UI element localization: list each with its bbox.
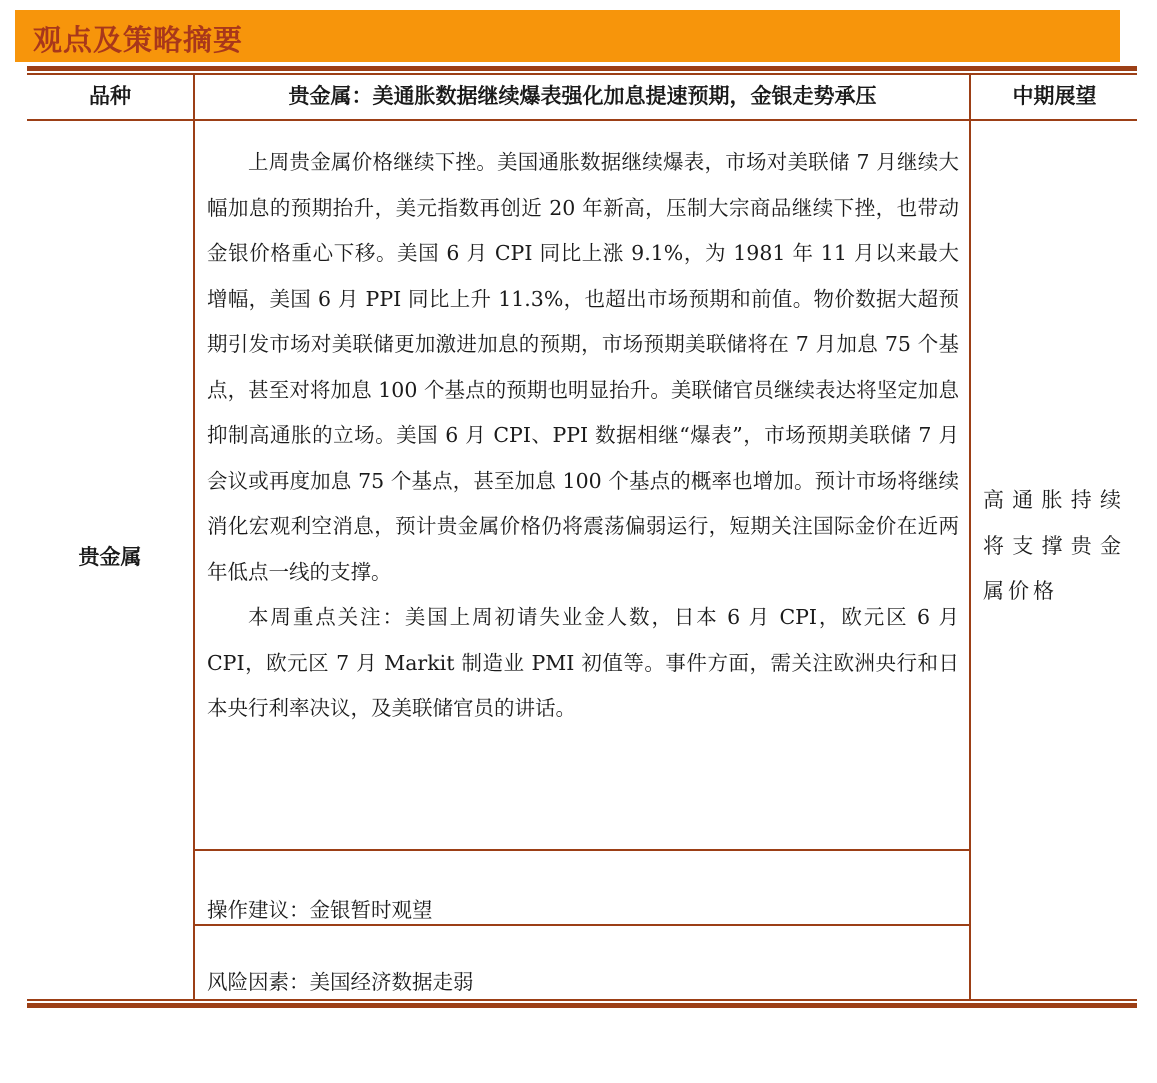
analysis-paragraph-1: 上周贵金属价格继续下挫。美国通胀数据继续爆表，市场对美联储 7 月继续大幅加息的预期抬升，美元指数再创近 20 年新高，压制大宗商品继续下挫，也带动金银价格重心下移。美国 6 月 CPI 同比上涨 9.1%，为 1981 年 11 月以来最大增幅，美国 6 月 PPI 同比上升 11.3%，也超出市场预期和前值。物价数据大超预期引发市场对美联储更加激进加息的预期，市场预期美联储将在 7 月加息 75 个基点，甚至对将加息 100 个基点的预期也明显抬升。美联储官员继续表达将坚定加息抑制高通胀的立场。美国 6 月 CPI、PPI 数据相继“爆表”，市场预期美联储 7 月会议或再度加息 75 个基点，甚至加息 100 个基点的概率也增加。预计市场将继续消化宏观利空消息，预计贵金属价格仍将震荡偏弱运行，短期关注国际金价在近两年低点一线的支撑。 <box>207 150 959 584</box>
header-summary: 贵金属：美通胀数据继续爆表强化加息提速预期，金银走势承压 <box>288 84 877 108</box>
header-variety: 品种 <box>89 84 131 108</box>
table-bottom-rule <box>27 1003 1137 1008</box>
table-bottom-rule-thin <box>27 999 1137 1001</box>
operation-divider <box>193 849 971 851</box>
operation-advice: 操作建议：金银暂时观望 <box>207 898 433 922</box>
analysis-text <box>207 140 959 732</box>
table-top-rule <box>27 66 1137 71</box>
header-outlook: 中期展望 <box>1012 84 1097 108</box>
variety-cell: 贵金属 <box>78 545 142 569</box>
analysis-paragraph-2: 本周重点关注：美国上周初请失业金人数，日本 6 月 CPI，欧元区 6 月 CPI，欧元区 7 月 Markit 制造业 PMI 初值等。事件方面，需关注欧洲央行和日本央行利率决议，及美联储官员的讲话。 <box>207 605 959 720</box>
section-title: 观点及策略摘要 <box>33 23 244 57</box>
risk-divider <box>193 924 971 926</box>
section-banner <box>15 10 1120 62</box>
column-divider-2 <box>969 75 971 1000</box>
risk-factors: 风险因素：美国经济数据走弱 <box>207 970 474 994</box>
outlook-cell: 高通胀持续将支撑贵金属价格 <box>983 488 1125 603</box>
column-divider-1 <box>193 75 195 1000</box>
